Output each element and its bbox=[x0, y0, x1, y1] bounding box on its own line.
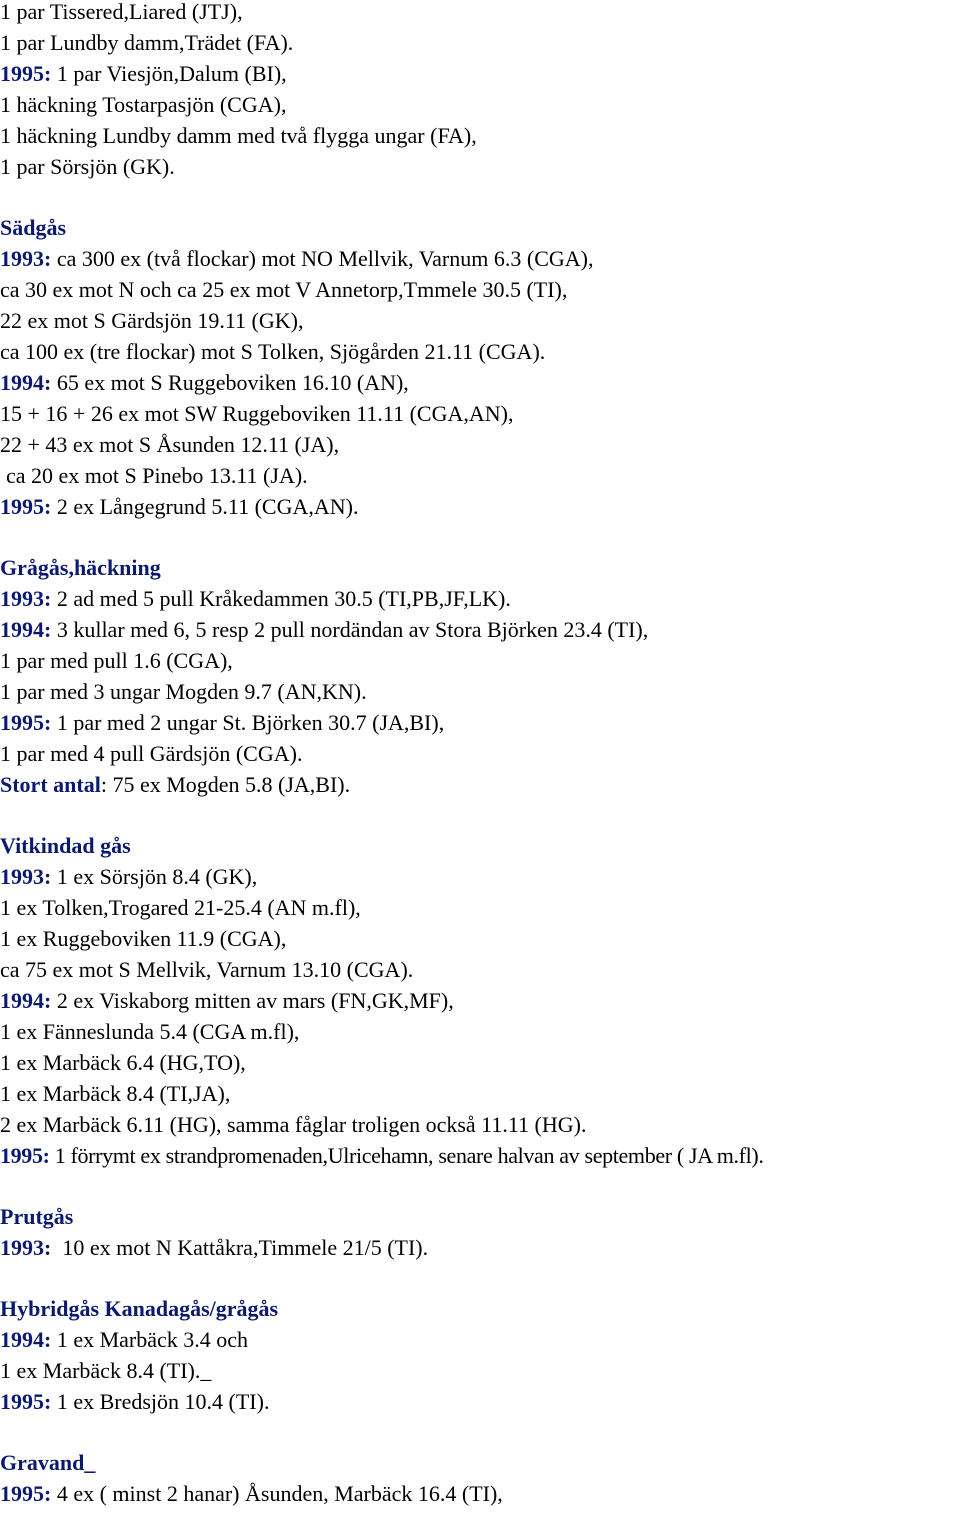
record-text: 1 häckning Tostarpasjön (CGA), bbox=[0, 92, 287, 117]
year-label: 1995: bbox=[0, 1389, 52, 1414]
year-label: 1995: bbox=[0, 494, 52, 519]
species-heading-text: Grågås,häckning bbox=[0, 555, 161, 580]
record-line bbox=[0, 583, 960, 614]
species-heading bbox=[0, 830, 960, 861]
record-text: 2 ex Marbäck 6.11 (HG), samma fåglar troligen också 11.11 (HG). bbox=[0, 1112, 587, 1137]
record-line bbox=[0, 398, 960, 429]
record-line bbox=[0, 305, 960, 336]
record-text: 15 + 16 + 26 ex mot SW Ruggeboviken 11.11 (CGA,AN), bbox=[0, 401, 514, 426]
record-line bbox=[0, 1078, 960, 1109]
record-line bbox=[0, 676, 960, 707]
paragraph-gap bbox=[0, 800, 960, 830]
record-text: 1 par med 4 pull Gärdsjön (CGA). bbox=[0, 741, 303, 766]
year-label: 1993: bbox=[0, 586, 52, 611]
species-heading bbox=[0, 1201, 960, 1232]
record-text: : 75 ex Mogden 5.8 (JA,BI). bbox=[100, 772, 351, 797]
record-line bbox=[0, 645, 960, 676]
record-line bbox=[0, 274, 960, 305]
record-text: 65 ex mot S Ruggeboviken 16.10 (AN), bbox=[51, 370, 409, 395]
species-heading bbox=[0, 552, 960, 583]
record-line bbox=[0, 954, 960, 985]
record-text: 1 häckning Lundby damm med två flygga ungar (FA), bbox=[0, 123, 477, 148]
record-line bbox=[0, 58, 960, 89]
year-label: 1995: bbox=[0, 710, 52, 735]
record-text: 1 ex Bredsjön 10.4 (TI). bbox=[51, 1389, 270, 1414]
record-line bbox=[0, 769, 960, 800]
record-text: 1 ex Marbäck 8.4 (TI,JA), bbox=[0, 1081, 231, 1106]
species-heading-text: Hybridgås Kanadagås/grågås bbox=[0, 1296, 279, 1321]
year-label: 1994: bbox=[0, 617, 52, 642]
record-line bbox=[0, 1355, 960, 1386]
paragraph-gap bbox=[0, 1263, 960, 1293]
record-text: ca 30 ex mot N och ca 25 ex mot V Annetorp,Tmmele 30.5 (TI), bbox=[0, 277, 568, 302]
year-label: 1994: bbox=[0, 988, 52, 1013]
year-label: 1993: bbox=[0, 864, 52, 889]
record-line bbox=[0, 491, 960, 522]
record-line bbox=[0, 1386, 960, 1417]
record-line bbox=[0, 707, 960, 738]
year-label: 1993: bbox=[0, 246, 52, 271]
record-text: 1 ex Marbäck 3.4 och bbox=[51, 1327, 249, 1352]
record-text: 1 par Tissered,Liared (JTJ), bbox=[0, 0, 243, 24]
record-line bbox=[0, 1232, 960, 1263]
year-label: 1994: bbox=[0, 1327, 52, 1352]
record-line bbox=[0, 151, 960, 182]
species-heading-text: Sädgås bbox=[0, 215, 67, 240]
year-label: 1995: bbox=[0, 1481, 52, 1506]
record-line bbox=[0, 1140, 960, 1171]
record-text: 22 ex mot S Gärdsjön 19.11 (GK), bbox=[0, 308, 304, 333]
record-text: 1 ex Tolken,Trogared 21-25.4 (AN m.fl), bbox=[0, 895, 361, 920]
record-line bbox=[0, 614, 960, 645]
record-line bbox=[0, 0, 960, 27]
year-label: 1993: bbox=[0, 1235, 52, 1260]
record-text: 2 ad med 5 pull Kråkedammen 30.5 (TI,PB,JF,LK). bbox=[51, 586, 511, 611]
record-text: 1 ex Sörsjön 8.4 (GK), bbox=[51, 864, 258, 889]
record-text: 1 ex Marbäck 8.4 (TI)._ bbox=[0, 1358, 212, 1383]
species-heading bbox=[0, 212, 960, 243]
record-text: 3 kullar med 6, 5 resp 2 pull nordändan av Stora Björken 23.4 (TI), bbox=[51, 617, 649, 642]
record-text: 1 ex Fänneslunda 5.4 (CGA m.fl), bbox=[0, 1019, 300, 1044]
species-heading bbox=[0, 1293, 960, 1324]
record-text: 1 förrymt ex strandpromenaden,Ulricehamn, senare halvan av september ( JA m.fl). bbox=[49, 1143, 764, 1168]
record-line bbox=[0, 1047, 960, 1078]
record-text: 1 ex Ruggeboviken 11.9 (CGA), bbox=[0, 926, 287, 951]
record-line bbox=[0, 923, 960, 954]
record-line bbox=[0, 1016, 960, 1047]
record-text: 2 ex Långegrund 5.11 (CGA,AN). bbox=[51, 494, 359, 519]
year-label: 1995: bbox=[0, 61, 52, 86]
record-text: ca 75 ex mot S Mellvik, Varnum 13.10 (CGA). bbox=[0, 957, 414, 982]
record-text: ca 300 ex (två flockar) mot NO Mellvik, Varnum 6.3 (CGA), bbox=[51, 246, 594, 271]
species-heading-text: Gravand_ bbox=[0, 1450, 96, 1475]
record-line bbox=[0, 89, 960, 120]
record-line bbox=[0, 738, 960, 769]
record-text: 1 ex Marbäck 6.4 (HG,TO), bbox=[0, 1050, 246, 1075]
record-text: 2 ex Viskaborg mitten av mars (FN,GK,MF), bbox=[51, 988, 454, 1013]
record-text: 1 par med 2 ungar St. Björken 30.7 (JA,BI), bbox=[51, 710, 445, 735]
species-heading-text: Prutgås bbox=[0, 1204, 74, 1229]
paragraph-gap bbox=[0, 522, 960, 552]
record-line bbox=[0, 892, 960, 923]
year-label: Stort antal bbox=[0, 772, 101, 797]
record-text: 1 par Viesjön,Dalum (BI), bbox=[51, 61, 287, 86]
record-text: 1 par med pull 1.6 (CGA), bbox=[0, 648, 233, 673]
record-line bbox=[0, 1478, 960, 1509]
record-text: ca 100 ex (tre flockar) mot S Tolken, Sjögården 21.11 (CGA). bbox=[0, 339, 546, 364]
record-line bbox=[0, 861, 960, 892]
record-text: 1 par med 3 ungar Mogden 9.7 (AN,KN). bbox=[0, 679, 367, 704]
paragraph-gap bbox=[0, 1171, 960, 1201]
record-line bbox=[0, 367, 960, 398]
record-line bbox=[0, 460, 960, 491]
record-text: ca 20 ex mot S Pinebo 13.11 (JA). bbox=[6, 463, 308, 488]
year-label: 1995: bbox=[0, 1143, 50, 1168]
record-text: 4 ex ( minst 2 hanar) Åsunden, Marbäck 16.4 (TI), bbox=[51, 1481, 503, 1506]
record-line bbox=[0, 336, 960, 367]
record-line bbox=[0, 1109, 960, 1140]
species-heading-text: Vitkindad gås bbox=[0, 833, 131, 858]
record-line bbox=[0, 27, 960, 58]
record-line bbox=[0, 1324, 960, 1355]
record-text: 1 par Sörsjön (GK). bbox=[0, 154, 175, 179]
paragraph-gap bbox=[0, 1417, 960, 1447]
record-text: 22 + 43 ex mot S Åsunden 12.11 (JA), bbox=[0, 432, 340, 457]
record-line bbox=[0, 985, 960, 1016]
record-line bbox=[0, 120, 960, 151]
record-line bbox=[0, 243, 960, 274]
paragraph-gap bbox=[0, 182, 960, 212]
record-line bbox=[0, 429, 960, 460]
record-text: 1 par Lundby damm,Trädet (FA). bbox=[0, 30, 294, 55]
year-label: 1994: bbox=[0, 370, 52, 395]
species-heading bbox=[0, 1447, 960, 1478]
record-text: 10 ex mot N Kattåkra,Timmele 21/5 (TI). bbox=[51, 1235, 429, 1260]
